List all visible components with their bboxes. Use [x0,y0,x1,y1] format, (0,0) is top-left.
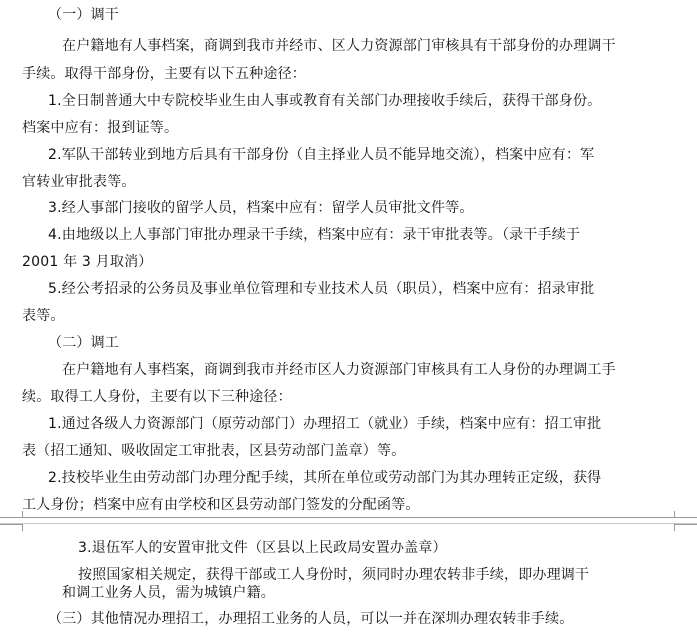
list-item-line: 1.全日制普通大中专院校毕业生由人事或教育有关部门办理接收手续后，获得干部身份。 [48,93,602,109]
list-item-line: 官转业审批表等。 [22,174,136,190]
list-item-line: 5.经公考招录的公务员及事业单位管理和专业技术人员（职员），档案中应有：招录审批 [48,281,595,297]
page-break [0,514,697,528]
section-heading-3: （三）其他情况办理招工，办理招工业务的人员，可以一并在深圳办理农转非手续。 [48,611,574,627]
list-item-line: 3.经人事部门接收的留学人员，档案中应有：留学人员审批文件等。 [48,200,474,216]
page-top-edge [0,523,697,524]
list-item-line: 3.退伍军人的安置审批文件（区县以上民政局安置办盖章） [78,540,447,556]
list-item-line: 2001 年 3 月取消） [22,254,153,270]
list-item-line: 1.通过各级人力资源部门（原劳动部门）办理招工（就业）手续，档案中应有：招工审批 [48,416,602,432]
list-item-line: 表（招工通知、吸收固定工审批表，区县劳动部门盖章）等。 [22,443,406,459]
list-item-line: 2.军队干部转业到地方后具有干部身份（自主择业人员不能异地交流），档案中应有：军 [48,147,595,163]
paragraph-line: 续。取得工人身份，主要有以下三种途径： [22,389,292,405]
paragraph-line: 手续。取得干部身份，主要有以下五种途径： [22,66,306,82]
paragraph-line: 按照国家相关规定，获得干部或工人身份时，须同时办理农转非手续，即办理调干 [78,567,590,583]
list-item-line: 工人身份；档案中应有由学校和区县劳动部门签发的分配函等。 [22,497,420,513]
list-item-line: 4.由地级以上人事部门审批办理录干手续，档案中应有：录干审批表等。（录干手续于 [48,227,581,243]
paragraph-line: 在户籍地有人事档案，商调到我市并经市区人力资源部门审核具有工人身份的办理调工手 [62,362,616,378]
paragraph-line: 在户籍地有人事档案，商调到我市并经市、区人力资源部门审核具有干部身份的办理调干 [62,38,616,54]
page-corner-mark [674,524,697,531]
section-heading-2: （二）调工 [48,335,119,351]
page-corner-mark [0,524,23,531]
list-item-line: 2.技校毕业生由劳动部门办理分配手续，其所在单位或劳动部门为其办理转正定级，获得 [48,470,602,486]
list-item-line: 表等。 [22,308,65,324]
section-heading-1: （一）调干 [48,7,119,23]
list-item-line: 档案中应有：报到证等。 [22,120,179,136]
paragraph-line: 和调工业务人员，需为城镇户籍。 [62,585,275,601]
page-bottom-edge [0,517,697,518]
